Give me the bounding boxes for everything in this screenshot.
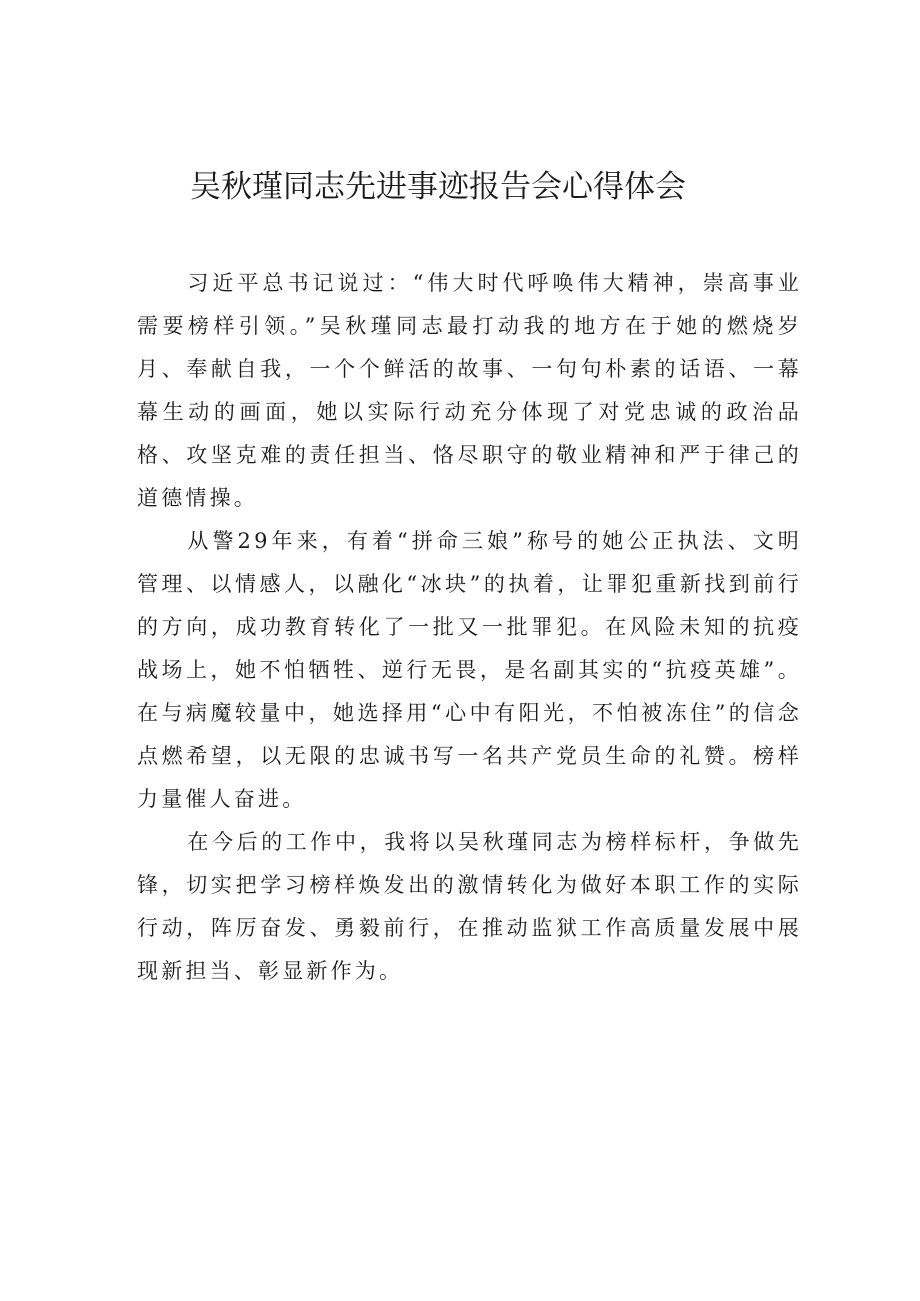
paragraph-3: 在今后的工作中，我将以吴秋瑾同志为榜样标杆，争做先锋，切实把学习榜样焕发出的激情转化为做好本职工作的实际行动，阵厉奋发、勇毅前行，在推动监狱工作高质量发展中展现新担当、彰显新作为。 [137,830,802,983]
document-title: 吴秋瑾同志先进事迹报告会心得体会 [190,169,686,205]
paragraph-2: 从警29年来，有着“拼命三娘”称号的她公正执法、文明管理、以情感人，以融化“冰块”的执着，让罪犯重新找到前行的方向，成功教育转化了一批又一批罪犯。在风险未知的抗疫战场上，她不怕牺牲、逆行无畏，是名副其实的“抗疫英雄”。在与病魔较量中，她选择用“心中有阳光，不怕被冻住”的信念点燃希望，以无限的忠诚书写一名共产党员生命的礼赞。榜样力量催人奋进。 [137,529,802,811]
paragraph-1: 习近平总书记说过：“伟大时代呼唤伟大精神，崇高事业需要榜样引领。”吴秋瑾同志最打动我的地方在于她的燃烧岁月、奉献自我，一个个鲜活的故事、一句句朴素的话语、一幕幕生动的画面，她以实际行动充分体现了对党忠诚的政治品格、攻坚克难的责任担当、恪尽职守的敬业精神和严于律己的道德情操。 [137,271,802,510]
document-body [137,262,802,993]
